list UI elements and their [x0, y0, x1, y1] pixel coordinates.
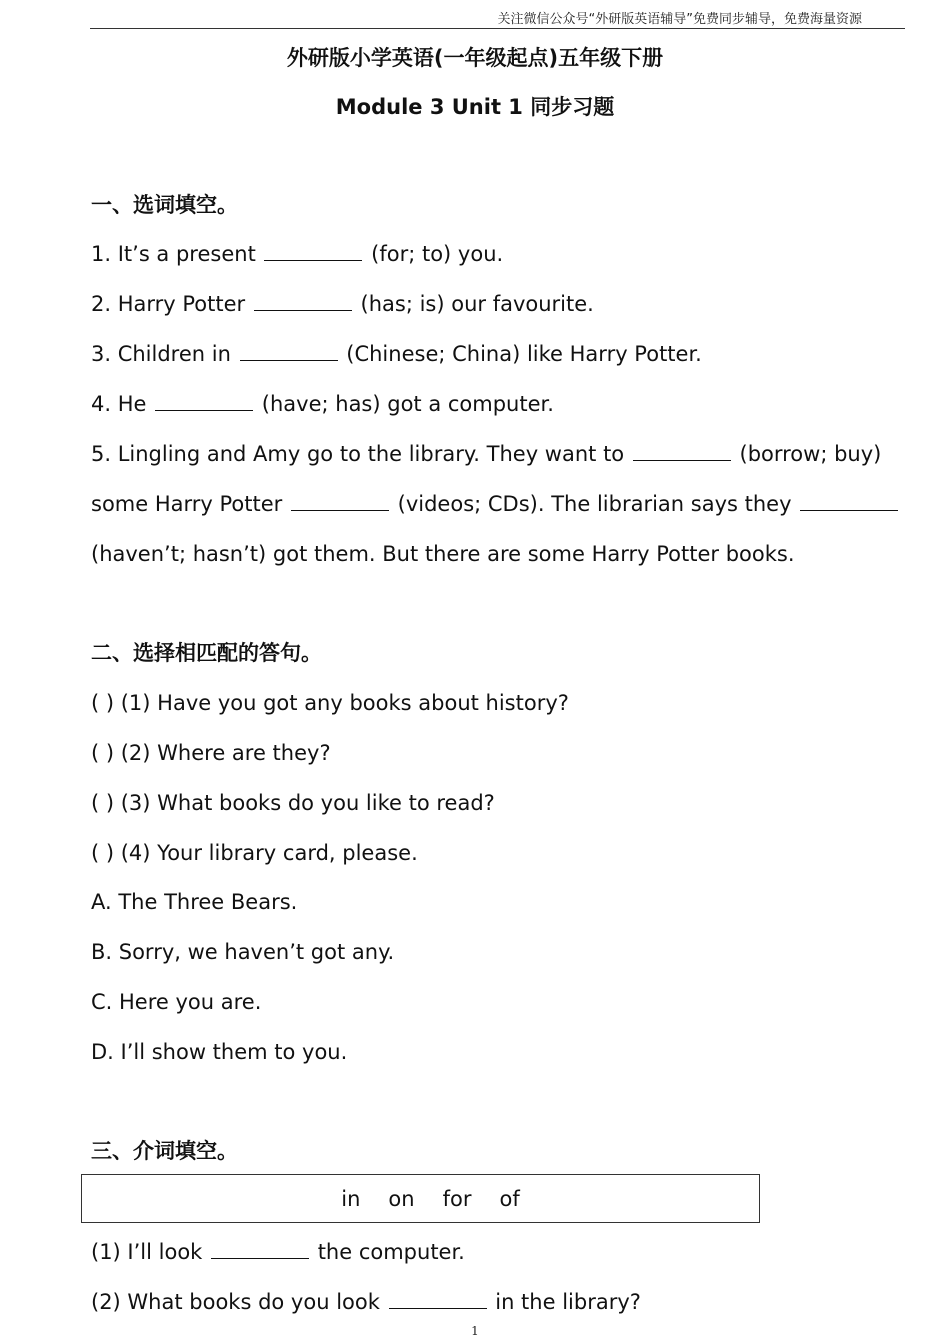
- word-bank-word: in: [341, 1186, 361, 1211]
- section-2-heading: 二、选择相匹配的答句。: [91, 641, 322, 665]
- s1-item-5-l1-pre: 5. Lingling and Amy go to the library. They want to: [91, 442, 631, 466]
- header-rule: [90, 28, 905, 29]
- s2-question-3[interactable]: ( ) (3) What books do you like to read?: [91, 791, 495, 815]
- answer-blank[interactable]: [291, 492, 389, 511]
- header-note: 关注微信公众号“外研版英语辅导”免费同步辅导，免费海量资源: [497, 12, 862, 27]
- word-bank-word: for: [442, 1186, 472, 1211]
- word-bank-word: of: [499, 1186, 520, 1211]
- s2-answer-d: D. I’ll show them to you.: [91, 1040, 348, 1064]
- doc-title: 外研版小学英语(一年级起点)五年级下册: [286, 46, 664, 70]
- s3-item-2-post: in the library?: [488, 1290, 641, 1314]
- s3-item-1-post: the computer.: [311, 1240, 465, 1264]
- answer-blank[interactable]: [800, 492, 898, 511]
- s3-item-1-pre: (1) I’ll look: [91, 1240, 210, 1264]
- s2-answer-c: C. Here you are.: [91, 990, 262, 1014]
- s1-item-5-line-3: (haven’t; hasn’t) got them. But there are some Harry Potter books.: [91, 542, 795, 566]
- answer-blank[interactable]: [254, 292, 352, 311]
- s1-item-5-line-2: [91, 491, 900, 517]
- s2-question-2[interactable]: ( ) (2) Where are they?: [91, 741, 331, 765]
- word-bank-word: on: [388, 1186, 415, 1211]
- s1-item-3-post: (Chinese; China) like Harry Potter.: [339, 342, 702, 366]
- s2-question-1[interactable]: ( ) (1) Have you got any books about history?: [91, 691, 569, 715]
- s1-item-5-l1-post: (borrow; buy): [732, 442, 882, 466]
- s3-item-2-pre: (2) What books do you look: [91, 1290, 387, 1314]
- section-1-heading: 一、选词填空。: [91, 193, 238, 217]
- answer-blank[interactable]: [633, 442, 731, 461]
- s1-item-1: [91, 241, 503, 267]
- s1-item-3: [91, 341, 702, 367]
- answer-blank[interactable]: [211, 1240, 309, 1259]
- s1-item-4-post: (have; has) got a computer.: [255, 392, 554, 416]
- s1-item-1-pre: 1. It’s a present: [91, 242, 263, 266]
- answer-blank[interactable]: [264, 242, 362, 261]
- s3-item-2: [91, 1289, 641, 1315]
- answer-blank[interactable]: [389, 1290, 487, 1309]
- section-3-heading: 三、介词填空。: [91, 1139, 238, 1163]
- doc-subtitle: Module 3 Unit 1 同步习题: [335, 95, 615, 119]
- s1-item-5-line-1: [91, 441, 881, 467]
- answer-blank[interactable]: [240, 342, 338, 361]
- s1-item-5-l2-mid: (videos; CDs). The librarian says they: [390, 492, 799, 516]
- s1-item-4: [91, 391, 554, 417]
- answer-blank[interactable]: [155, 392, 253, 411]
- s1-item-3-pre: 3. Children in: [91, 342, 238, 366]
- word-bank-box: [81, 1174, 760, 1223]
- s2-question-4[interactable]: ( ) (4) Your library card, please.: [91, 841, 418, 865]
- s2-answer-a: A. The Three Bears.: [91, 890, 298, 914]
- page-number: 1: [471, 1324, 479, 1338]
- s3-item-1: [91, 1239, 465, 1265]
- s1-item-2: [91, 291, 594, 317]
- s1-item-1-post: (for; to) you.: [364, 242, 504, 266]
- s1-item-2-pre: 2. Harry Potter: [91, 292, 252, 316]
- s1-item-5-l2-pre: some Harry Potter: [91, 492, 289, 516]
- s1-item-2-post: (has; is) our favourite.: [353, 292, 594, 316]
- s2-answer-b: B. Sorry, we haven’t got any.: [91, 940, 395, 964]
- s1-item-4-pre: 4. He: [91, 392, 154, 416]
